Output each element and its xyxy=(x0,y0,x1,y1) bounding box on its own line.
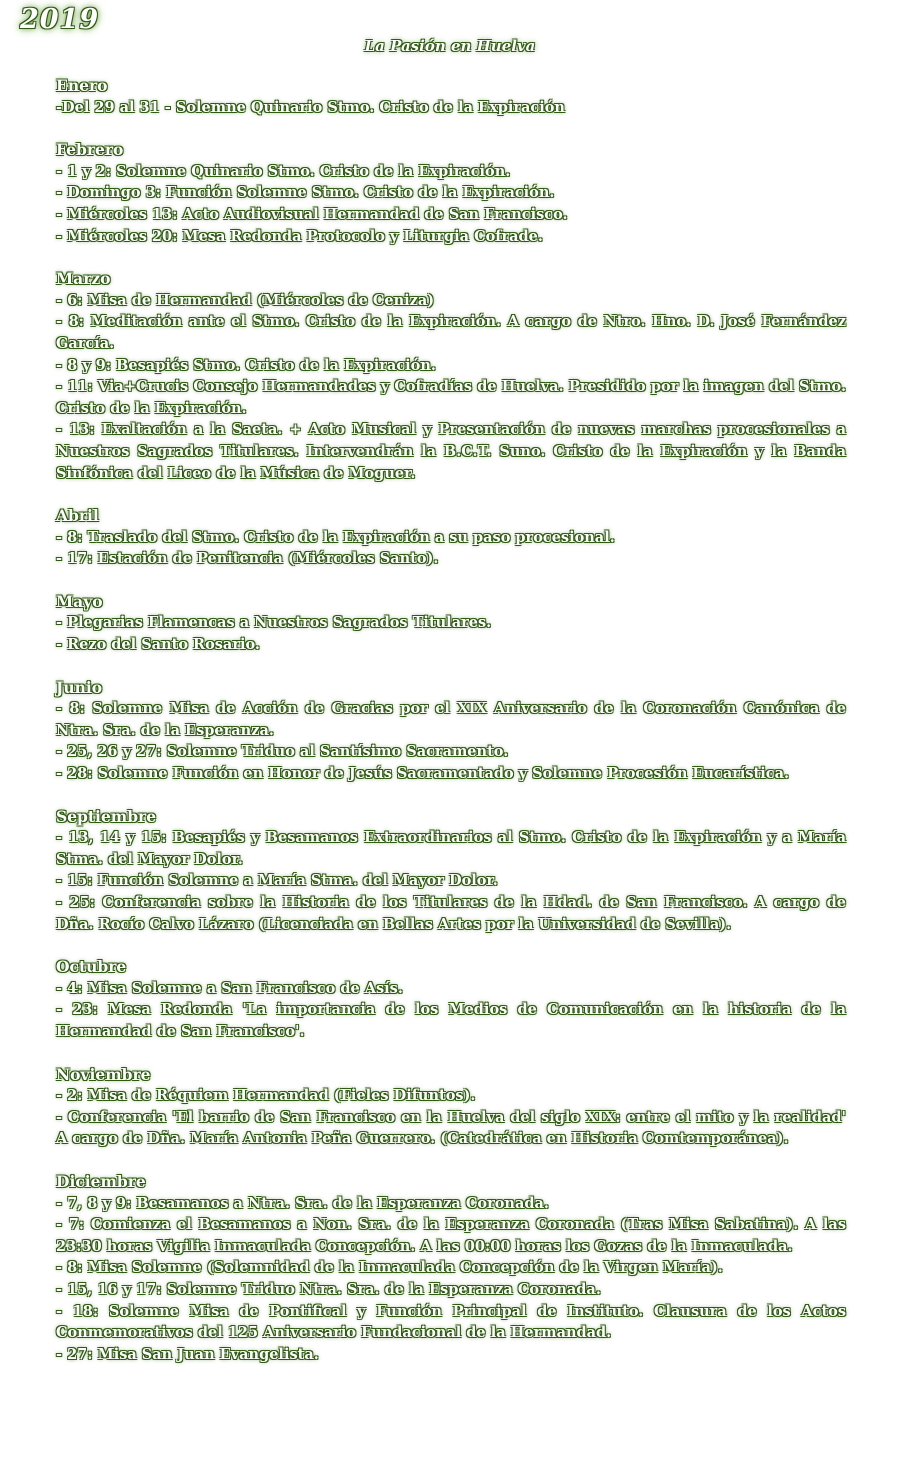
month-name: Febrero xyxy=(56,140,124,160)
event-item: - 6: Misa de Hermandad (Miércoles de Ceniza) xyxy=(56,291,435,309)
month-noviembre xyxy=(56,1064,846,1150)
event-item: - 13, 14 y 15: Besapiés y Besamanos Extraordinarios al Stmo. Cristo de la Expiración y a María Stma. del Mayor Dolor. xyxy=(56,829,846,868)
month-septiembre xyxy=(56,806,846,936)
event-item: - 8: Meditación ante el Stmo. Cristo de la Expiración. A cargo de Ntro. Hno. D. José Fernández García. xyxy=(56,313,846,352)
month-abril xyxy=(56,505,846,570)
event-item: - 8: Misa Solemne (Solemnidad de la Inmaculada Concepción de la Virgen María). xyxy=(56,1259,723,1277)
event-item: - 15, 16 y 17: Solemne Triduo Ntra. Sra. de la Esperanza Coronada. xyxy=(56,1280,601,1298)
event-item: - 8: Traslado del Stmo. Cristo de la Expiración a su paso procesional. xyxy=(56,528,615,546)
month-name: Junio xyxy=(56,677,103,697)
event-item: - 7, 8 y 9: Besamanos a Ntra. Sra. de la Esperanza Coronada. xyxy=(56,1194,549,1212)
event-item: - 11: Via+Crucis Consejo Hermandades y Cofradías de Huelva. Presidido por la imagen del Stmo. Cristo de la Expiración. xyxy=(56,378,846,417)
event-item: - 27: Misa San Juan Evangelista. xyxy=(56,1345,319,1363)
event-item: - 25: Conferencia sobre la Historia de los Titulares de la Hdad. de San Francisco. A cargo de Dña. Rocío Calvo Lázaro (Licenciada en Bellas Artes por la Universidad de Sevilla). xyxy=(56,894,846,933)
month-name: Mayo xyxy=(56,591,103,611)
month-name: Marzo xyxy=(56,269,111,289)
month-name: Octubre xyxy=(56,957,127,977)
calendar-content xyxy=(56,75,846,1386)
event-item: - Miércoles 20: Mesa Redonda Protocolo y Liturgia Cofrade. xyxy=(56,227,543,245)
event-item: - Miércoles 13: Acto Audiovisual Hermandad de San Francisco. xyxy=(56,205,568,223)
event-item: - 4: Misa Solemne a San Francisco de Asís. xyxy=(56,979,403,997)
event-item: -Del 29 al 31 - Solemne Quinario Stmo. Cristo de la Expiración xyxy=(56,98,565,116)
month-mayo xyxy=(56,591,846,656)
month-name: Septiembre xyxy=(56,806,157,826)
month-enero xyxy=(56,75,846,118)
event-item: - 8: Solemne Misa de Acción de Gracias por el XIX Aniversario de la Coronación Canónica de Ntra. Sra. de la Esperanza. xyxy=(56,700,846,739)
month-febrero xyxy=(56,139,846,247)
event-item: - 18: Solemne Misa de Pontifical y Función Principal de Instituto. Clausura de los Actos Conmemorativos del 125 Aniversario Fundacional de la Hermandad. xyxy=(56,1302,846,1342)
event-item: - Domingo 3: Función Solemne Stmo. Cristo de la Expiración. xyxy=(56,184,555,202)
event-item: - 13: Exaltación a la Saeta. + Acto Musical y Presentación de nuevas marchas procesionales a Nuestros Sagrados Titulares. Intervendrán la B.C.T. Suno. Cristo de la Expiración y la Banda Sinfónica del Liceo de la Música de Moguer. xyxy=(56,421,846,482)
event-item: - 17: Estación de Penitencia (Miércoles Santo). xyxy=(56,550,439,568)
event-item: - 7: Comienza el Besamanos a Non. Sra. de la Esperanza Coronada (Tras Misa Sabatina). A las 23:30 horas Vigilia Inmaculada Concepción. A las 00:00 horas los Gozas de la Inmaculada. xyxy=(56,1216,846,1255)
event-item: - 28: Solemne Función en Honor de Jesús Sacramentado y Solemne Procesión Eucarística. xyxy=(56,765,790,783)
year-title: 2019 xyxy=(20,4,100,35)
month-name: Diciembre xyxy=(56,1171,146,1191)
month-octubre xyxy=(56,956,846,1042)
event-item: - 2: Misa de Réquiem Hermandad (Fieles Difuntos). xyxy=(56,1087,476,1105)
month-name: Noviembre xyxy=(56,1064,151,1084)
event-item: - 25, 26 y 27: Solemne Triduo al Santísimo Sacramento. xyxy=(56,743,509,761)
event-item: - 23: Mesa Redonda 'La importancia de los Medios de Comunicación en la historia de la Hermandad de San Francisco'. xyxy=(56,1001,846,1040)
event-item: - Rezo del Santo Rosario. xyxy=(56,636,260,654)
event-item: - 8 y 9: Besapiés Stmo. Cristo de la Expiración. xyxy=(56,356,436,374)
month-name: Abril xyxy=(56,506,99,526)
event-item: - 1 y 2: Solemne Quinario Stmo. Cristo de la Expiración. xyxy=(56,162,511,180)
month-junio xyxy=(56,677,846,785)
page-subtitle: La Pasión en Huelva xyxy=(364,37,536,55)
month-diciembre xyxy=(56,1171,846,1365)
event-item: - Plegarias Flamencas a Nuestros Sagrados Titulares. xyxy=(56,614,492,632)
month-name: Enero xyxy=(56,76,108,95)
event-item: - 15: Función Solemne a María Stma. del Mayor Dolor. xyxy=(56,872,498,890)
month-marzo xyxy=(56,268,846,484)
event-item: - Conferencia 'El barrio de San Francisco en la Huelva del siglo XIX: entre el mito y la realidad' A cargo de Dña. María Antonia Peña Guerrero. (Catedrática en Historia Comtemporánea). xyxy=(56,1108,846,1148)
